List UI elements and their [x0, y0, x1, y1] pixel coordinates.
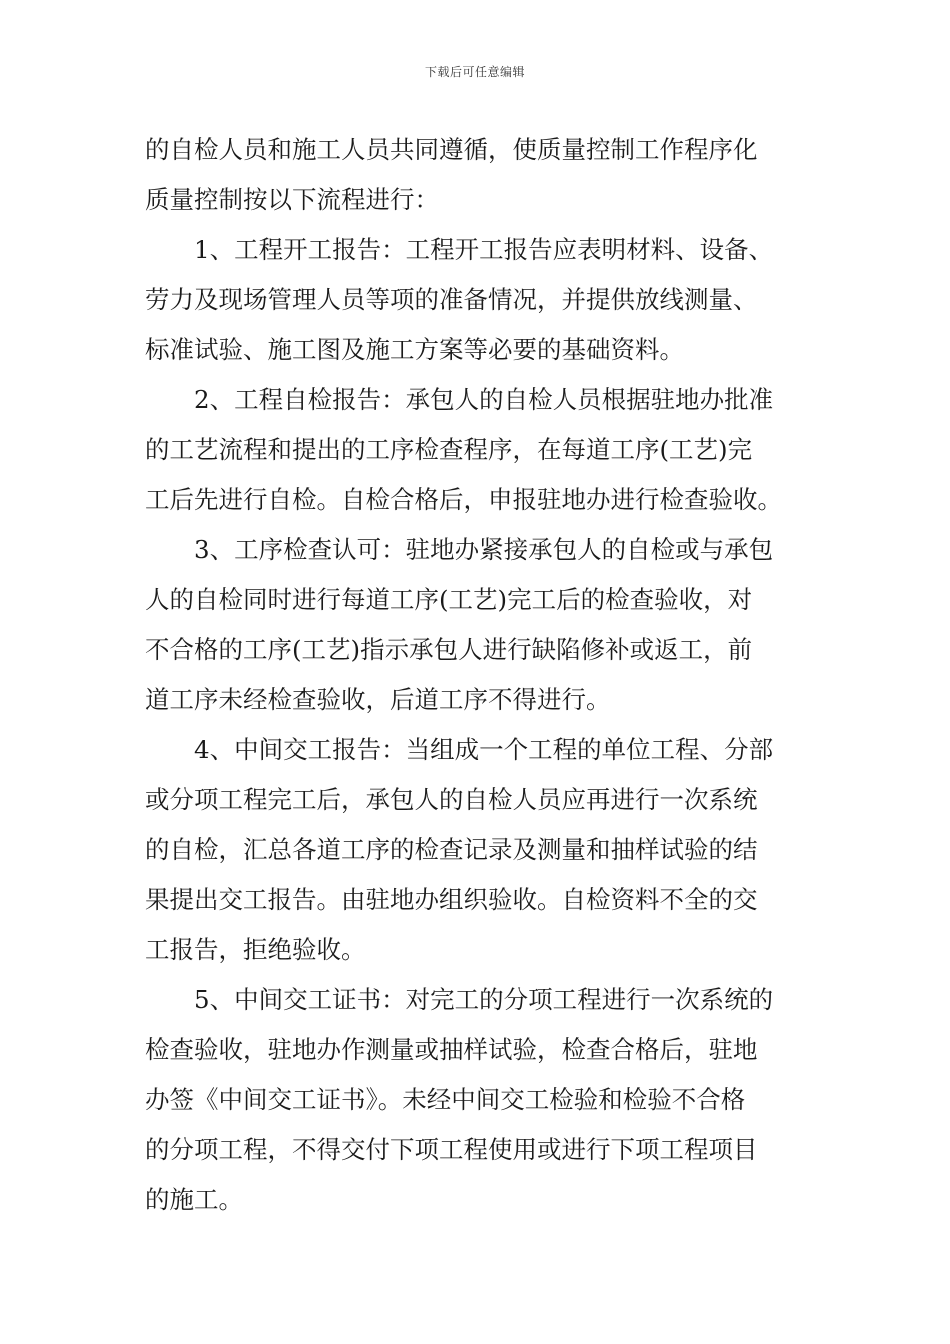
text-line: 的施工。: [145, 1185, 243, 1214]
text-line: 的工艺流程和提出的工序检查程序，在每道工序(工艺)完: [145, 435, 753, 464]
text-line: 3、工序检查认可：驻地办紧接承包人的自检或与承包: [194, 535, 774, 564]
text-line: 的分项工程，不得交付下项工程使用或进行下项工程项目: [145, 1135, 758, 1164]
text-line: 人的自检同时进行每道工序(工艺)完工后的检查验收，对: [145, 585, 753, 614]
text-line: 不合格的工序(工艺)指示承包人进行缺陷修补或返工，前: [145, 635, 753, 664]
text-line: 4、中间交工报告：当组成一个工程的单位工程、分部: [194, 735, 774, 764]
text-line: 果提出交工报告。由驻地办组织验收。自检资料不全的交: [145, 885, 758, 914]
text-line: 或分项工程完工后，承包人的自检人员应再进行一次系统: [145, 785, 758, 814]
text-line: 工后先进行自检。自检合格后，申报驻地办进行检查验收。: [145, 485, 782, 514]
text-line: 工报告，拒绝验收。: [145, 935, 366, 964]
text-line: 办签《中间交工证书》。未经中间交工检验和检验不合格: [145, 1085, 746, 1114]
text-line: 质量控制按以下流程进行：: [145, 185, 439, 214]
text-line: 1、工程开工报告：工程开工报告应表明材料、设备、: [194, 235, 774, 264]
text-line: 检查验收，驻地办作测量或抽样试验，检查合格后，驻地: [145, 1035, 758, 1064]
page-header: 下载后可任意编辑: [424, 65, 525, 79]
text-line: 劳力及现场管理人员等项的准备情况，并提供放线测量、: [145, 285, 758, 314]
text-line: 的自检人员和施工人员共同遵循，使质量控制工作程序化: [145, 135, 758, 164]
text-line: 的自检，汇总各道工序的检查记录及测量和抽样试验的结: [145, 835, 758, 864]
text-line: 2、工程自检报告：承包人的自检人员根据驻地办批准: [194, 385, 774, 414]
text-line: 道工序未经检查验收，后道工序不得进行。: [145, 685, 611, 714]
text-line: 标准试验、施工图及施工方案等必要的基础资料。: [145, 335, 684, 364]
text-line: 5、中间交工证书：对完工的分项工程进行一次系统的: [194, 985, 774, 1014]
document-body: [145, 125, 805, 1225]
